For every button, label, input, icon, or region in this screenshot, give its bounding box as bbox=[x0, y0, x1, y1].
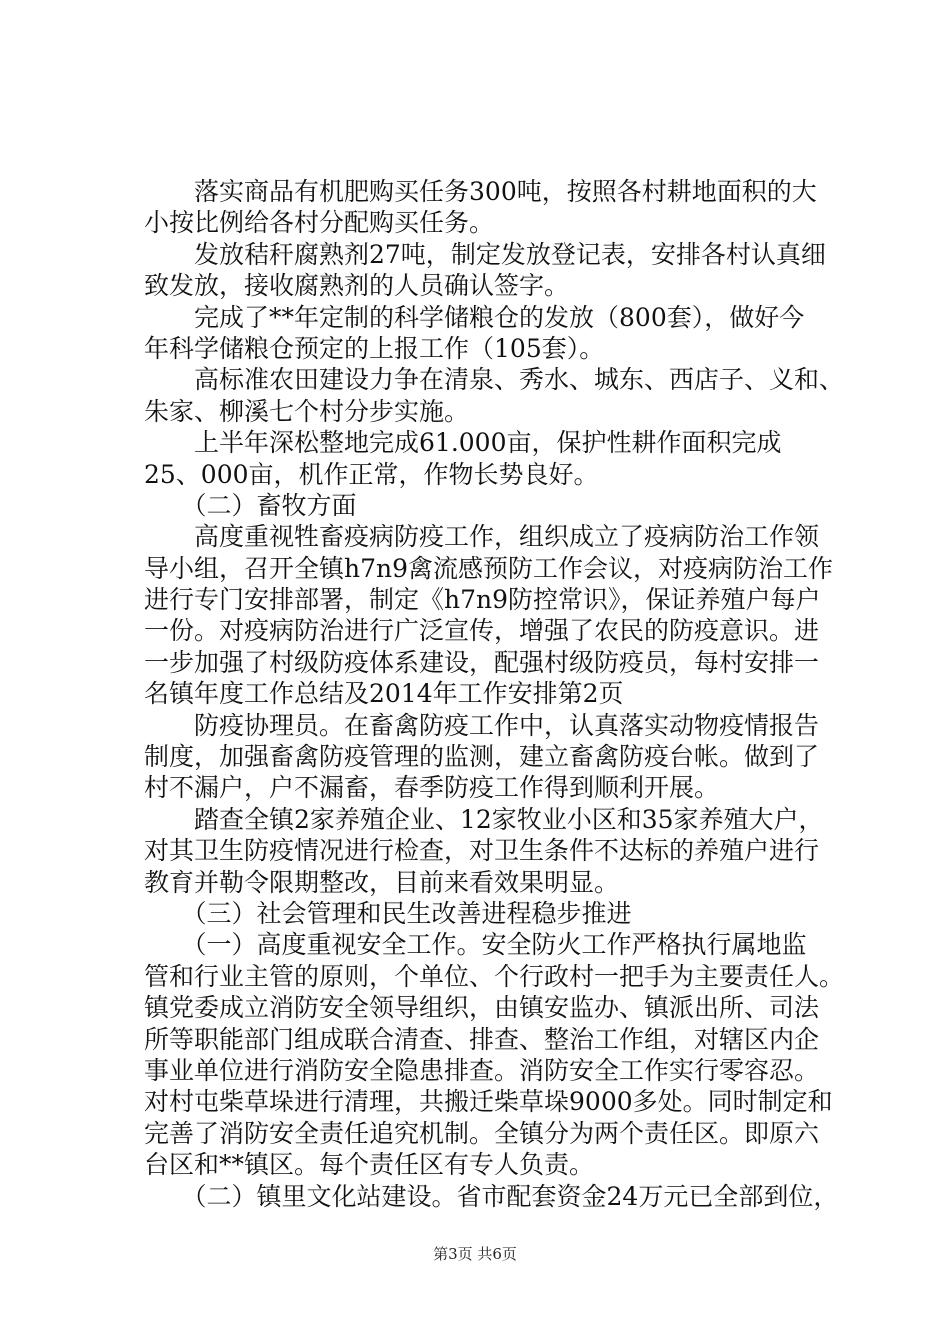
text-line: 名镇年度工作总结及2014年工作安排第2页 bbox=[144, 679, 624, 709]
text-line: 台区和**镇区。每个责任区有专人负责。 bbox=[144, 1150, 595, 1180]
text-line: 高标准农田建设力争在清泉、秀水、城东、西店子、义和、 bbox=[144, 365, 844, 395]
text-line: 镇党委成立消防安全领导组织，由镇安监办、镇派出所、司法 bbox=[144, 993, 820, 1023]
text-line: 教育并勒令限期整改，目前来看效果明显。 bbox=[144, 867, 620, 897]
text-line: 25、000亩，机作正常，作物长势良好。 bbox=[144, 459, 599, 489]
text-line: 上半年深松整地完成61.000亩，保护性耕作面积完成 bbox=[144, 428, 782, 458]
text-line: 对其卫生防疫情况进行检查，对卫生条件不达标的养殖户进行 bbox=[144, 836, 820, 866]
section-heading: （二）畜牧方面 bbox=[144, 490, 357, 520]
text-line: 完成了**年定制的科学储粮仓的发放（800套），做好今 bbox=[144, 302, 805, 332]
text-line: 防疫协理员。在畜禽防疫工作中，认真落实动物疫情报告 bbox=[144, 710, 820, 740]
text-line: 一步加强了村级防疫体系建设，配强村级防疫员，每村安排一 bbox=[144, 647, 820, 677]
text-line: 导小组，召开全镇h7n9禽流感预防工作会议，对疫病防治工作 bbox=[144, 553, 834, 583]
body-text bbox=[144, 176, 844, 1212]
text-line: 制度，加强畜禽防疫管理的监测，建立畜禽防疫台帐。做到了 bbox=[144, 742, 820, 772]
text-line: 致发放，接收腐熟剂的人员确认签字。 bbox=[144, 271, 570, 301]
text-line: 小按比例给各村分配购买任务。 bbox=[144, 208, 495, 238]
text-line: 高度重视牲畜疫病防疫工作，组织成立了疫病防治工作领 bbox=[144, 522, 820, 552]
text-line: 发放秸秆腐熟剂27吨，制定发放登记表，安排各村认真细 bbox=[144, 239, 826, 269]
text-line: 年科学储粮仓预定的上报工作（105套）。 bbox=[144, 333, 605, 363]
text-line: 事业单位进行消防安全隐患排查。消防安全工作实行零容忍。 bbox=[144, 1055, 820, 1085]
text-line: 朱家、柳溪七个村分步实施。 bbox=[144, 396, 470, 426]
text-line: 完善了消防安全责任追究机制。全镇分为两个责任区。即原六 bbox=[144, 1118, 820, 1148]
text-line: 一份。对疫病防治进行广泛宣传，增强了农民的防疫意识。进 bbox=[144, 616, 820, 646]
text-line: （一）高度重视安全工作。安全防火工作严格执行属地监 bbox=[144, 930, 807, 960]
text-line: 落实商品有机肥购买任务300吨，按照各村耕地面积的大 bbox=[144, 177, 817, 206]
text-line: 管和行业主管的原则，个单位、个行政村一把手为主要责任人。 bbox=[144, 961, 844, 991]
text-line: 村不漏户，户不漏畜，春季防疫工作得到顺利开展。 bbox=[144, 773, 720, 803]
section-heading: （三）社会管理和民生改善进程稳步推进 bbox=[144, 898, 632, 928]
text-line: 进行专门安排部署，制定《h7n9防控常识》，保证养殖户每户 bbox=[144, 585, 821, 615]
text-line: 对村屯柴草垛进行清理，共搬迁柴草垛9000多处。同时制定和 bbox=[144, 1087, 833, 1117]
text-line: 踏查全镇2家养殖企业、12家牧业小区和35家养殖大户， bbox=[144, 804, 824, 834]
text-line: 所等职能部门组成联合清查、排查、整治工作组，对辖区内企 bbox=[144, 1024, 820, 1054]
page-number-footer: 第3页 共6页 bbox=[433, 1245, 517, 1263]
text-line: （二）镇里文化站建设。省市配套资金24万元已全部到位， bbox=[144, 1181, 839, 1211]
